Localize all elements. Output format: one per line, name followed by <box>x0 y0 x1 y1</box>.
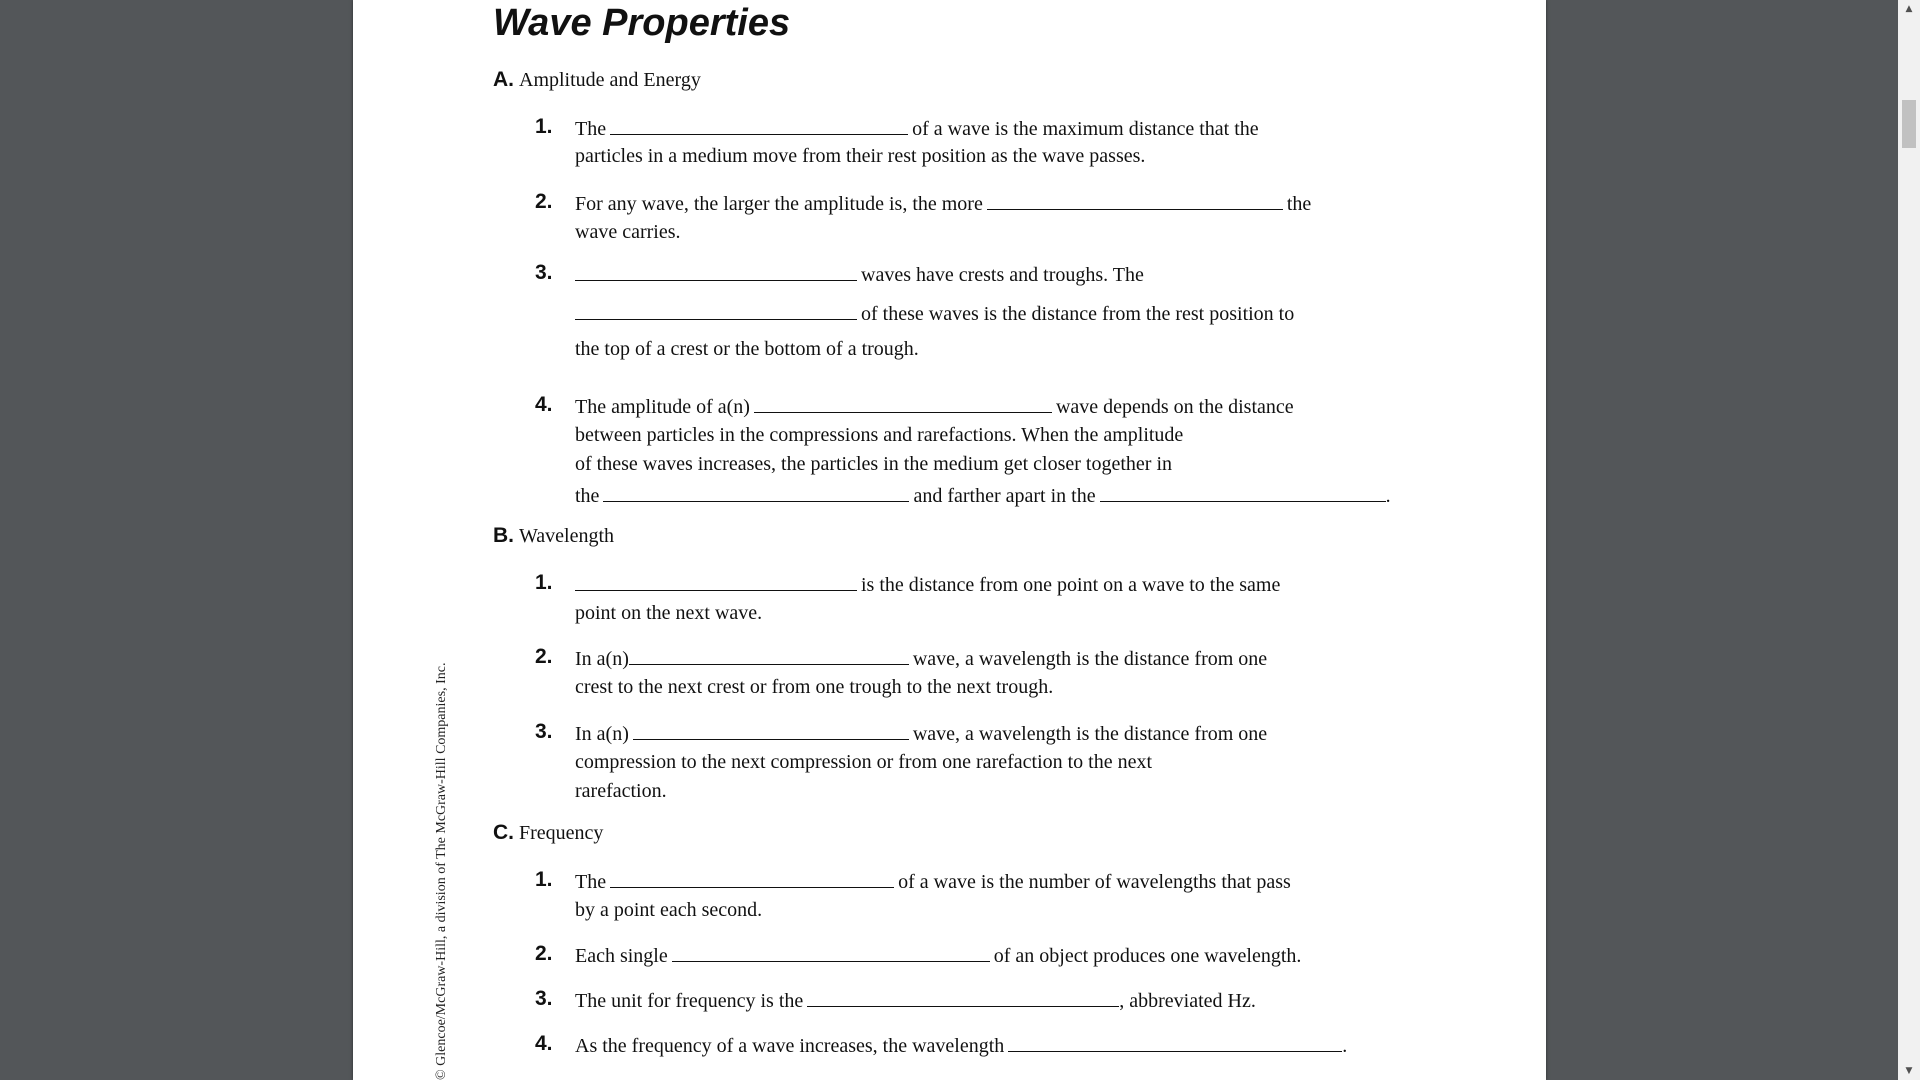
section-letter: A. <box>493 68 514 91</box>
answer-blank[interactable] <box>610 112 908 135</box>
question-text: crest to the next crest or from one trough to the next trough. <box>575 676 1054 698</box>
answer-blank[interactable] <box>603 479 909 502</box>
question-text: point on the next wave. <box>575 602 763 624</box>
question-text: The amplitude of a(n) <box>575 396 750 418</box>
answer-blank[interactable] <box>633 717 909 740</box>
question-number: 2. <box>535 645 553 668</box>
question-text: rarefaction. <box>575 780 667 802</box>
section-letter: B. <box>493 524 514 547</box>
vertical-scrollbar[interactable] <box>1898 0 1920 1080</box>
question-text: The unit for frequency is the <box>575 990 804 1012</box>
section-b-heading <box>493 524 614 548</box>
answer-blank[interactable] <box>754 390 1052 413</box>
question-text: between particles in the compressions and rarefactions. When the amplitude <box>575 424 1184 446</box>
scroll-down-icon[interactable]: ▼ <box>1905 1066 1913 1076</box>
answer-blank[interactable] <box>1100 479 1386 502</box>
answer-blank[interactable] <box>575 568 857 591</box>
question-text: , abbreviated Hz. <box>1119 990 1256 1012</box>
question-number: 1. <box>535 868 553 891</box>
section-title: Frequency <box>519 822 604 844</box>
question-text: . <box>1385 485 1391 507</box>
question-number: 4. <box>535 1032 553 1055</box>
section-a-heading <box>493 68 701 92</box>
question-text: of these waves increases, the particles in the medium get closer together in <box>575 453 1173 475</box>
answer-blank[interactable] <box>610 865 894 888</box>
question-number: 1. <box>535 115 553 138</box>
answer-blank[interactable] <box>575 297 857 320</box>
answer-blank[interactable] <box>672 939 990 962</box>
question-number: 2. <box>535 942 553 965</box>
question-text: of an object produces one wavelength. <box>993 945 1302 967</box>
question-text: by a point each second. <box>575 899 763 921</box>
question-text: the <box>1286 193 1312 215</box>
section-letter: C. <box>493 821 514 844</box>
question-number: 3. <box>535 987 553 1010</box>
question-text: . <box>1342 1035 1348 1057</box>
question-text: For any wave, the larger the amplitude is, the more <box>575 193 983 215</box>
question-number: 3. <box>535 720 553 743</box>
question-text: compression to the next compression or from one rarefaction to the next <box>575 751 1153 773</box>
scroll-up-icon[interactable]: ▲ <box>1905 4 1913 14</box>
question-text: The <box>575 871 607 893</box>
question-text: Each single <box>575 945 668 967</box>
answer-blank[interactable] <box>1008 1029 1342 1052</box>
scrollbar-thumb[interactable] <box>1902 100 1916 148</box>
question-number: 2. <box>535 190 553 213</box>
question-number: 4. <box>535 393 553 416</box>
copyright-note: © Glencoe/McGraw-Hill, a division of The McGraw-Hill Companies, Inc. <box>434 662 449 1080</box>
section-title: Wavelength <box>519 525 615 547</box>
section-c-heading <box>493 821 603 845</box>
question-text: and farther apart in the <box>913 485 1096 507</box>
question-text: the <box>575 485 600 507</box>
question-text: wave carries. <box>575 221 681 243</box>
question-text: wave depends on the distance <box>1055 396 1294 418</box>
question-text: wave, a wavelength is the distance from one <box>912 648 1268 670</box>
question-text: In a(n) <box>575 648 629 670</box>
question-text: the top of a crest or the bottom of a trough. <box>575 338 919 360</box>
section-title: Amplitude and Energy <box>519 69 701 91</box>
answer-blank[interactable] <box>807 984 1119 1007</box>
question-text: As the frequency of a wave increases, the wavelength <box>575 1035 1005 1057</box>
question-text: waves have crests and troughs. The <box>861 264 1144 286</box>
question-text: of these waves is the distance from the rest position to <box>861 303 1295 325</box>
question-text: is the distance from one point on a wave to the same <box>861 574 1281 596</box>
question-number: 1. <box>535 571 553 594</box>
answer-blank[interactable] <box>629 642 909 665</box>
pdf-page <box>353 0 1546 1080</box>
question-text: wave, a wavelength is the distance from one <box>912 723 1268 745</box>
question-text: of a wave is the number of wavelengths that pass <box>898 871 1291 893</box>
question-text: In a(n) <box>575 723 629 745</box>
question-text: particles in a medium move from their rest position as the wave passes. <box>575 145 1146 167</box>
question-text: The <box>575 118 607 140</box>
question-text: of a wave is the maximum distance that the <box>912 118 1259 140</box>
answer-blank[interactable] <box>987 187 1283 210</box>
answer-blank[interactable] <box>575 258 857 281</box>
page-title: Wave Properties <box>493 2 791 44</box>
question-number: 3. <box>535 261 553 284</box>
